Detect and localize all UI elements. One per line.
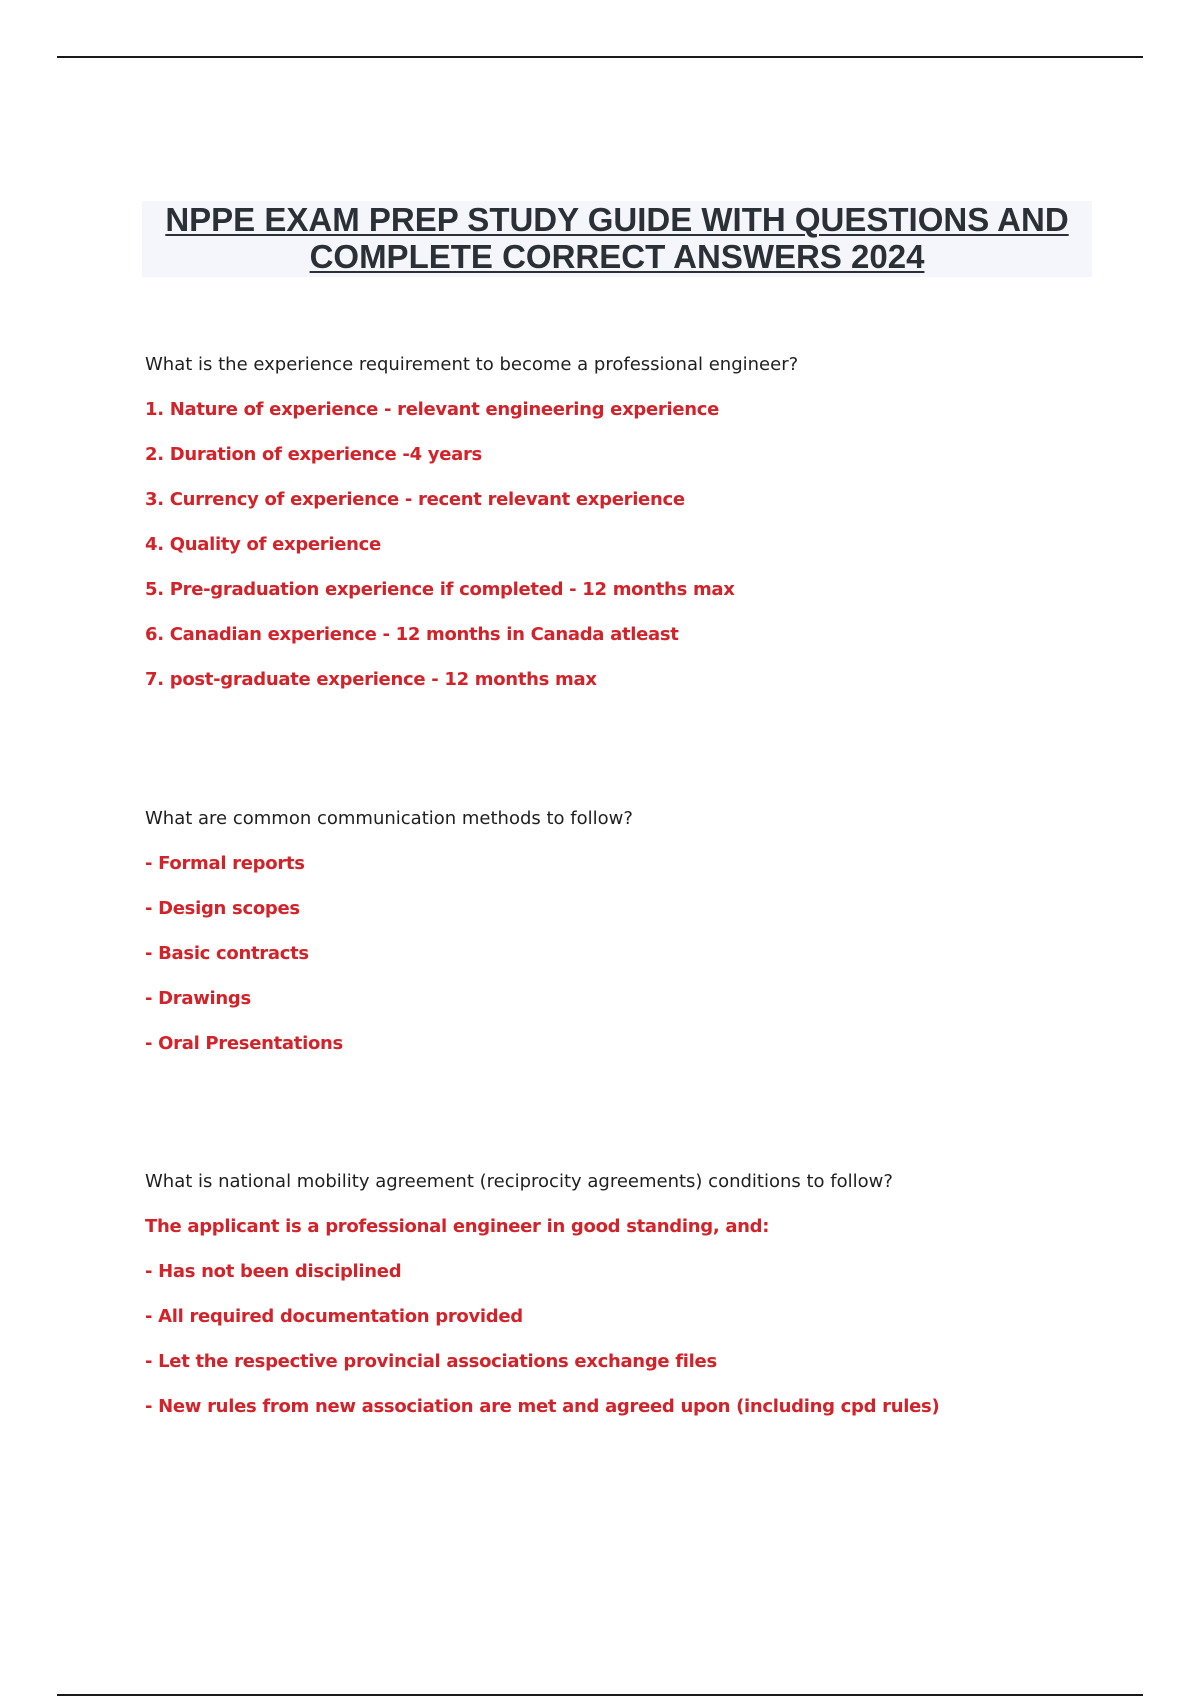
answer-item: - Formal reports bbox=[145, 853, 305, 874]
qa-section-communication bbox=[145, 808, 1145, 1078]
answer-item: 7. post-graduate experience - 12 months max bbox=[145, 669, 597, 690]
title-line-2: COMPLETE CORRECT ANSWERS 2024 bbox=[309, 238, 925, 275]
answer-item: - Oral Presentations bbox=[145, 1033, 343, 1054]
document-title bbox=[142, 201, 1092, 277]
question-text: What is the experience requirement to become a professional engineer? bbox=[145, 354, 799, 375]
answer-item: - Design scopes bbox=[145, 898, 300, 919]
question-text: What are common communication methods to follow? bbox=[145, 808, 633, 829]
qa-section-experience bbox=[145, 354, 1145, 714]
answer-item: The applicant is a professional engineer in good standing, and: bbox=[145, 1216, 770, 1237]
answer-item: - Drawings bbox=[145, 988, 251, 1009]
question-text: What is national mobility agreement (reciprocity agreements) conditions to follow? bbox=[145, 1171, 893, 1192]
answer-item: - All required documentation provided bbox=[145, 1306, 523, 1327]
answer-item: - Has not been disciplined bbox=[145, 1261, 402, 1282]
qa-section-mobility bbox=[145, 1171, 1145, 1441]
answer-item: 6. Canadian experience - 12 months in Canada atleast bbox=[145, 624, 679, 645]
answer-item: 1. Nature of experience - relevant engineering experience bbox=[145, 399, 720, 420]
answer-item: 3. Currency of experience - recent relevant experience bbox=[145, 489, 685, 510]
answer-item: 2. Duration of experience -4 years bbox=[145, 444, 482, 465]
bottom-rule bbox=[57, 1694, 1143, 1696]
answer-item: 4. Quality of experience bbox=[145, 534, 381, 555]
title-line-1: NPPE EXAM PREP STUDY GUIDE WITH QUESTIONS AND bbox=[165, 201, 1069, 238]
answer-item: - New rules from new association are met and agreed upon (including cpd rules) bbox=[145, 1396, 940, 1417]
top-rule bbox=[57, 56, 1143, 58]
answer-item: - Let the respective provincial associations exchange files bbox=[145, 1351, 717, 1372]
answer-item: - Basic contracts bbox=[145, 943, 309, 964]
answer-item: 5. Pre-graduation experience if completed - 12 months max bbox=[145, 579, 735, 600]
